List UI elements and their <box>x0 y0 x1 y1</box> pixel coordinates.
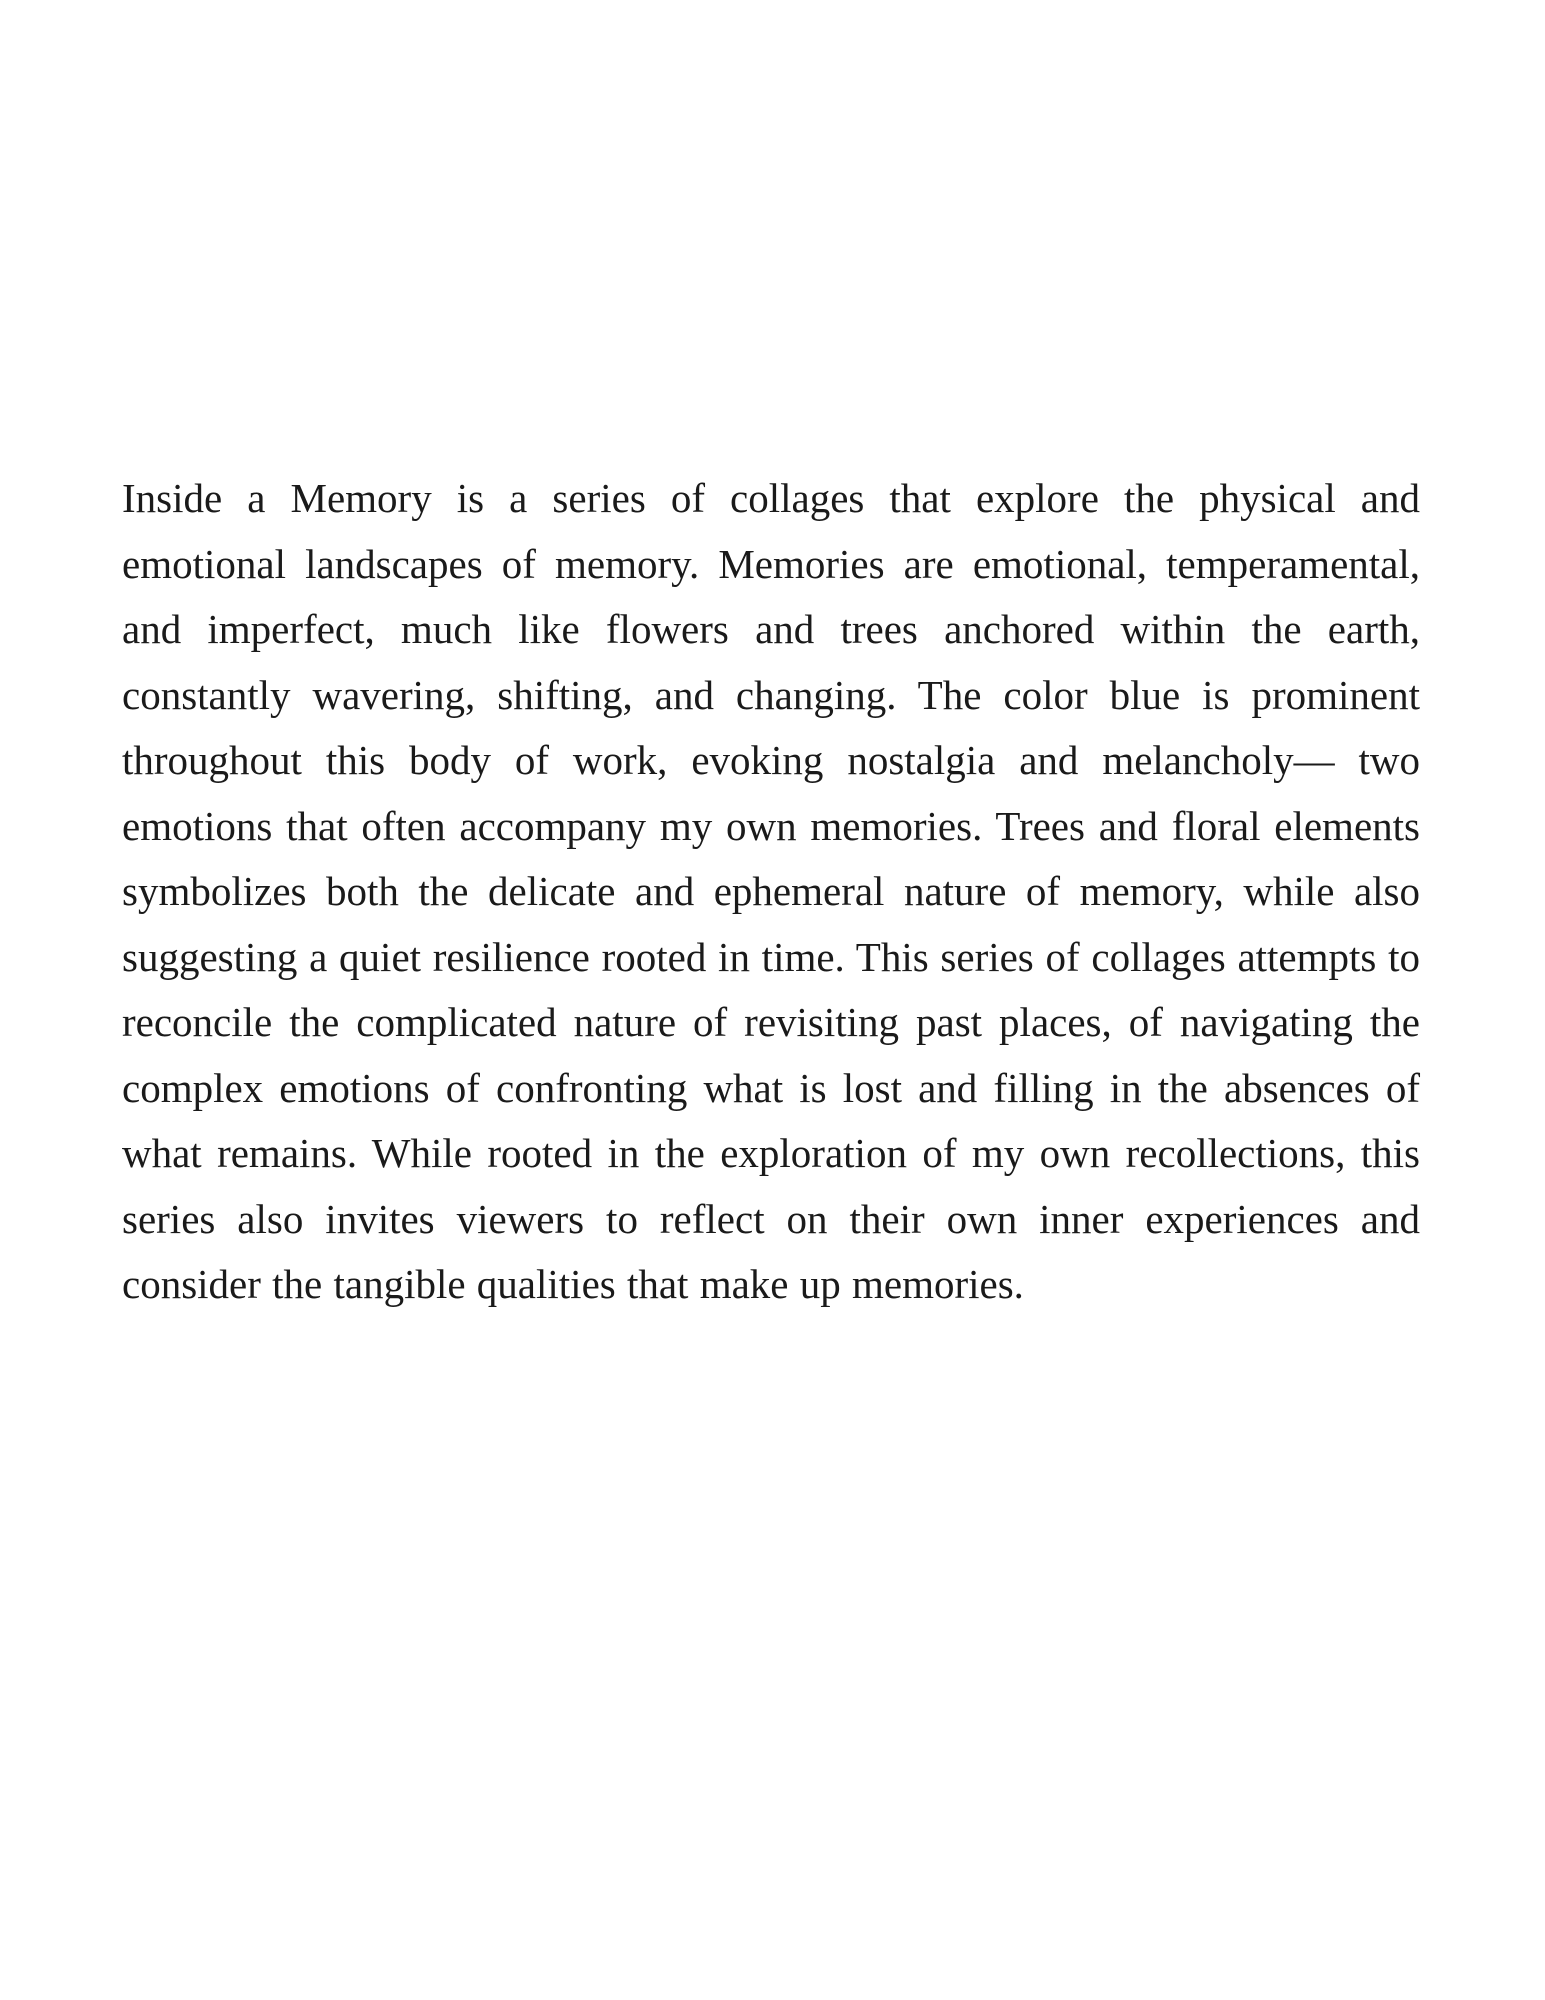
artist-statement-paragraph: Inside a Memory is a series of collages that explore the physical and emotional landscapes of memory. Memories are emotional, temperamental, and imperfect, much like flowers and trees anchored within the earth, constantly wavering, shifting, and changing. The color blue is prominent throughout this body of work, evoking nostalgia and melancholy— two emotions that often accompany my own memories. Trees and floral elements symbolizes both the delicate and ephemeral nature of memory, while also suggesting a quiet resilience rooted in time. This series of collages attempts to reconcile the complicated nature of revisiting past places, of navigating the complex emotions of confronting what is lost and filling in the absences of what remains. While rooted in the exploration of my own recollections, this series also invites viewers to reflect on their own inner experiences and consider the tangible qualities that make up memories. <box>122 475 1420 1307</box>
